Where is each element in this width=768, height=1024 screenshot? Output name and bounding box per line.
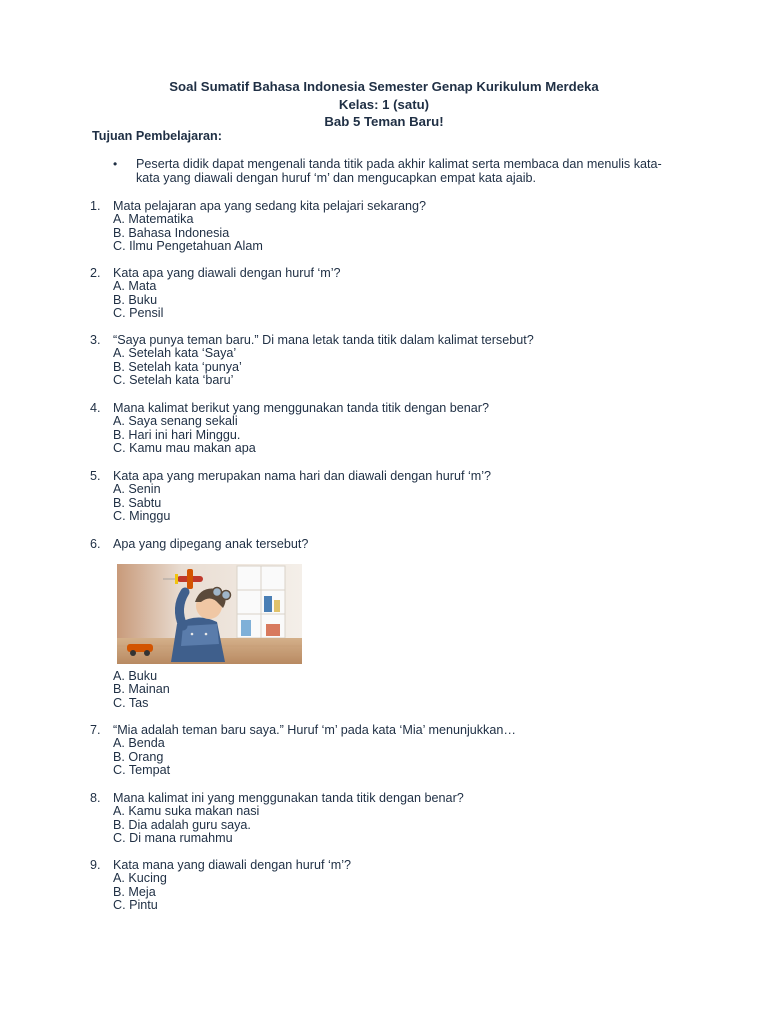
title-line-1: Soal Sumatif Bahasa Indonesia Semester Genap Kurikulum Merdeka (169, 79, 599, 94)
question-1 (90, 200, 426, 254)
question-number: 4. (90, 401, 101, 415)
option-c: C. Pensil (113, 306, 164, 321)
option-b: B. Meja (113, 884, 156, 899)
option-c: C. Minggu (113, 509, 171, 524)
option-c: C. Kamu mau makan apa (113, 441, 256, 456)
question-text: Mana kalimat ini yang menggunakan tanda titik dengan benar? (113, 791, 464, 805)
question-number: 8. (90, 791, 101, 805)
option-a: A. Matematika (113, 212, 194, 227)
objective-text: Peserta didik dapat mengenali tanda titik pada akhir kalimat serta membaca dan menulis kata-kata yang diawali dengan huruf ‘m’ dan mengucapkan empat kata ajaib. (136, 157, 662, 185)
question-number: 2. (90, 266, 101, 280)
option-c: C. Setelah kata ‘baru’ (113, 373, 234, 388)
option-c: C. Pintu (113, 898, 158, 913)
question-7 (90, 724, 516, 778)
question-text: Mana kalimat berikut yang menggunakan tanda titik dengan benar? (113, 401, 489, 415)
question-number: 9. (90, 858, 101, 872)
question-number: 5. (90, 469, 101, 483)
document-header (0, 78, 768, 131)
question-6 (90, 538, 308, 551)
option-a: A. Buku (113, 669, 158, 683)
option-c: C. Di mana rumahmu (113, 831, 233, 846)
question-number: 3. (90, 333, 101, 347)
question-4 (90, 402, 489, 456)
option-b: B. Dia adalah guru saya. (113, 817, 251, 832)
question-text: “Saya punya teman baru.” Di mana letak tanda titik dalam kalimat tersebut? (113, 333, 534, 347)
option-c: C. Tas (113, 695, 149, 710)
option-b: B. Sabtu (113, 495, 162, 510)
question-number: 7. (90, 723, 101, 737)
option-a: A. Senin (113, 482, 161, 497)
option-a: A. Kamu suka makan nasi (113, 804, 260, 819)
question-text: Kata apa yang merupakan nama hari dan diawali dengan huruf ‘m’? (113, 469, 492, 483)
question-text: Mata pelajaran apa yang sedang kita pelajari sekarang? (113, 199, 426, 213)
option-b: B. Mainan (113, 682, 170, 697)
question-number: 6. (90, 537, 101, 551)
option-b: B. Orang (113, 749, 164, 764)
question-text: Kata apa yang diawali dengan huruf ‘m’? (113, 266, 341, 280)
option-a: A. Mata (113, 279, 157, 294)
bullet-icon: • (113, 157, 118, 171)
child-with-toy-plane-photo (117, 564, 302, 664)
question-text: Apa yang dipegang anak tersebut? (113, 537, 309, 551)
option-a: A. Benda (113, 736, 165, 751)
question-2 (90, 267, 341, 321)
option-a: A. Saya senang sekali (113, 414, 238, 429)
tujuan-label: Tujuan Pembelajaran: (92, 129, 222, 143)
option-b: B. Setelah kata ‘punya’ (113, 359, 242, 374)
option-c: C. Ilmu Pengetahuan Alam (113, 239, 263, 254)
question-text: Kata mana yang diawali dengan huruf ‘m’? (113, 858, 352, 872)
option-a: A. Kucing (113, 871, 167, 886)
learning-objective (113, 158, 673, 186)
question-5 (90, 470, 491, 524)
title-line-3: Bab 5 Teman Baru! (324, 114, 444, 129)
title-line-2: Kelas: 1 (satu) (338, 96, 430, 112)
question-number: 1. (90, 199, 101, 213)
question-8 (90, 792, 464, 846)
option-c: C. Tempat (113, 763, 171, 778)
question-6-options (90, 670, 170, 710)
option-a: A. Setelah kata ‘Saya’ (113, 346, 237, 361)
question-text: “Mia adalah teman baru saya.” Huruf ‘m’ pada kata ‘Mia’ menunjukkan… (113, 723, 516, 737)
question-9 (90, 859, 351, 913)
option-b: B. Hari ini hari Minggu. (113, 427, 241, 442)
option-b: B. Buku (113, 292, 158, 307)
option-b: B. Bahasa Indonesia (113, 225, 230, 240)
question-3 (90, 334, 534, 388)
